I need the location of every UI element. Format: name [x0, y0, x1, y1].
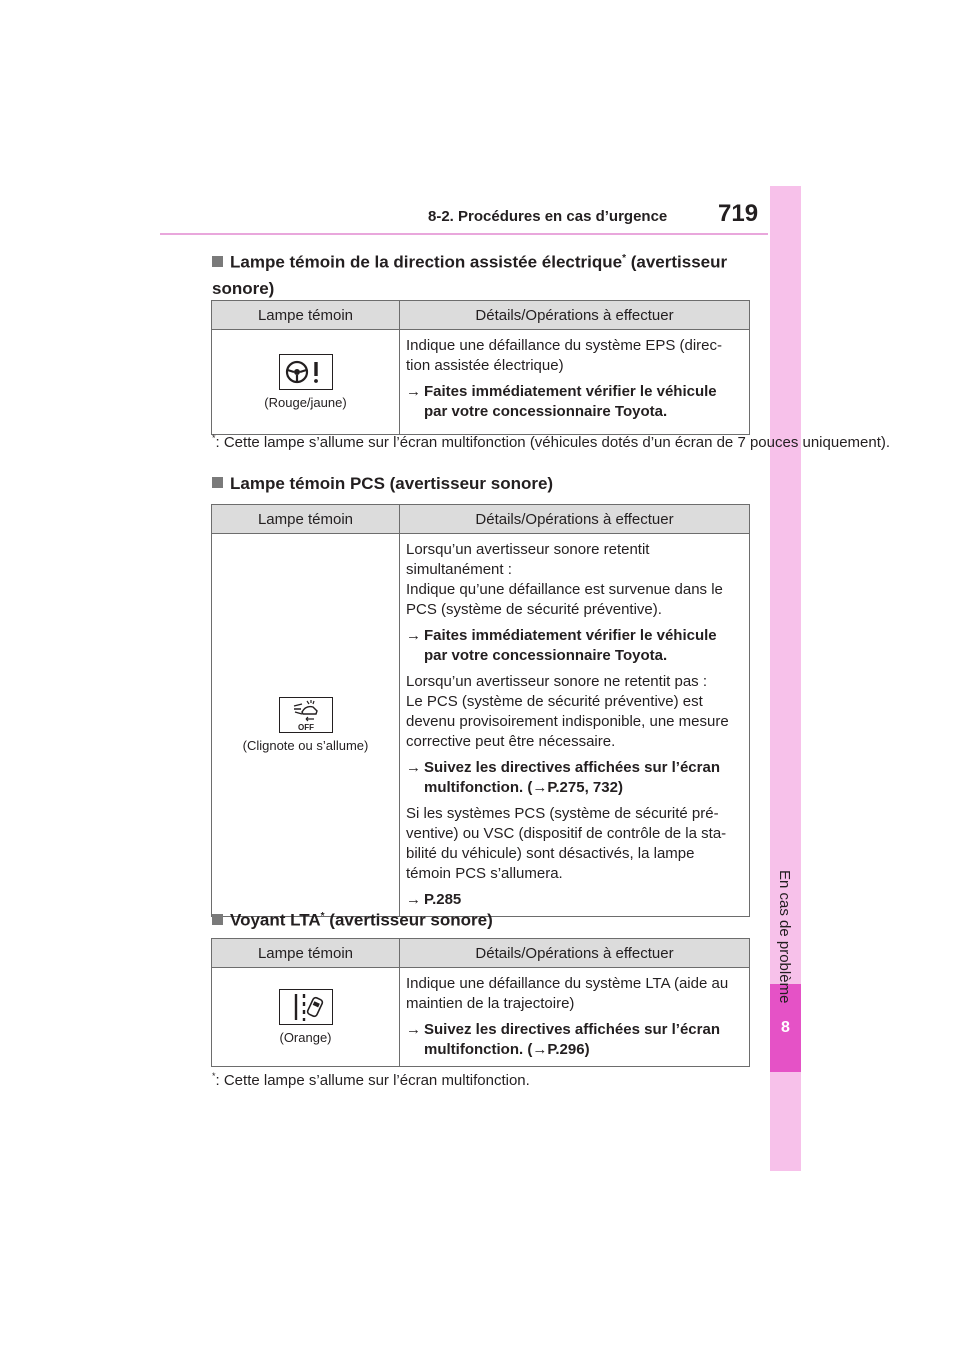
table-header-lamp: Lampe témoin — [212, 301, 400, 330]
off-label: OFF — [297, 723, 314, 732]
detail-text: Lorsqu’un avertisseur sonore ne retentit pas : — [406, 673, 708, 690]
icon-caption: (Orange) — [279, 1030, 332, 1045]
table-header-details: Détails/Opérations à effectuer — [400, 939, 750, 968]
details-cell — [400, 968, 750, 1067]
pcs-off-icon — [279, 697, 333, 733]
footnote: *: Cette lampe s’allume sur l’écran multifonction (véhicules dotés d’un écran de 7 pouces uniquement). — [212, 433, 891, 451]
detail-text: Indique qu’une défaillance est survenue dans le PCS (système de sécurité préventive). — [406, 581, 723, 618]
chapter-title-text: En cas de problème — [776, 870, 793, 1004]
warning-table-eps — [211, 300, 750, 435]
warning-table-lta — [211, 938, 750, 1067]
warning-table-pcs — [211, 504, 750, 917]
lta-lane-icon — [279, 989, 333, 1025]
bullet-square-icon — [212, 914, 223, 925]
icon-cell — [212, 534, 400, 917]
action-text: → Faites immédiatement vérifier le véhicule par votre concessionnaire Toyota. — [406, 383, 717, 420]
bullet-square-icon — [212, 256, 223, 267]
table-header-details: Détails/Opérations à effectuer — [400, 505, 750, 534]
header-rule — [160, 233, 768, 235]
table-header-details: Détails/Opérations à effectuer — [400, 301, 750, 330]
detail-text: Le PCS (système de sécurité préventive) est devenu provisoirement indisponible, une mesure corrective peut être nécessaire. — [406, 693, 729, 750]
footnote: *: Cette lampe s’allume sur l’écran multifonction. — [212, 1071, 530, 1089]
icon-cell — [212, 330, 400, 435]
power-steering-warning-icon — [279, 354, 333, 390]
table-header-lamp: Lampe témoin — [212, 505, 400, 534]
details-cell — [400, 534, 750, 917]
chapter-number-tab[interactable]: 8 — [770, 984, 801, 1072]
detail-text: Indique une défaillance du système LTA (aide au maintien de la trajectoire) — [406, 975, 729, 1012]
icon-caption: (Rouge/jaune) — [264, 395, 347, 410]
details-cell — [400, 330, 750, 435]
section-heading-lta: Voyant LTA* (avertisseur sonore) — [212, 904, 493, 934]
icon-caption: (Clignote ou s’allume) — [242, 738, 369, 753]
action-text: → Faites immédiatement vérifier le véhicule par votre concessionnaire Toyota. — [406, 627, 717, 664]
page-reference-link[interactable]: → P.285 — [406, 891, 462, 908]
action-text: → Suivez les directives affichées sur l’écran multifonction. (→P.296) — [406, 1021, 720, 1058]
bullet-square-icon — [212, 477, 223, 488]
section-heading-eps: Lampe témoin de la direction assistée électrique* (avertisseur sonore) — [212, 252, 728, 298]
page-number: 719 — [718, 200, 759, 227]
detail-text: Lorsqu’un avertisseur sonore retentit simultanément : — [406, 541, 650, 578]
section-title: 8-2. Procédures en cas d’urgence — [428, 208, 668, 225]
detail-text: Si les systèmes PCS (système de sécurité pré-ventive) ou VSC (dispositif de contrôle de la sta-bilité du véhicule) sont désactivés, la lampe témoin PCS s’allumera. — [406, 805, 727, 882]
icon-cell — [212, 968, 400, 1067]
section-heading-pcs: Lampe témoin PCS (avertisseur sonore) — [212, 471, 553, 497]
table-header-lamp: Lampe témoin — [212, 939, 400, 968]
action-text: → Suivez les directives affichées sur l’écran multifonction. (→P.275, 732) — [406, 759, 720, 796]
detail-text: Indique une défaillance du système EPS (direc-tion assistée électrique) — [406, 337, 723, 374]
